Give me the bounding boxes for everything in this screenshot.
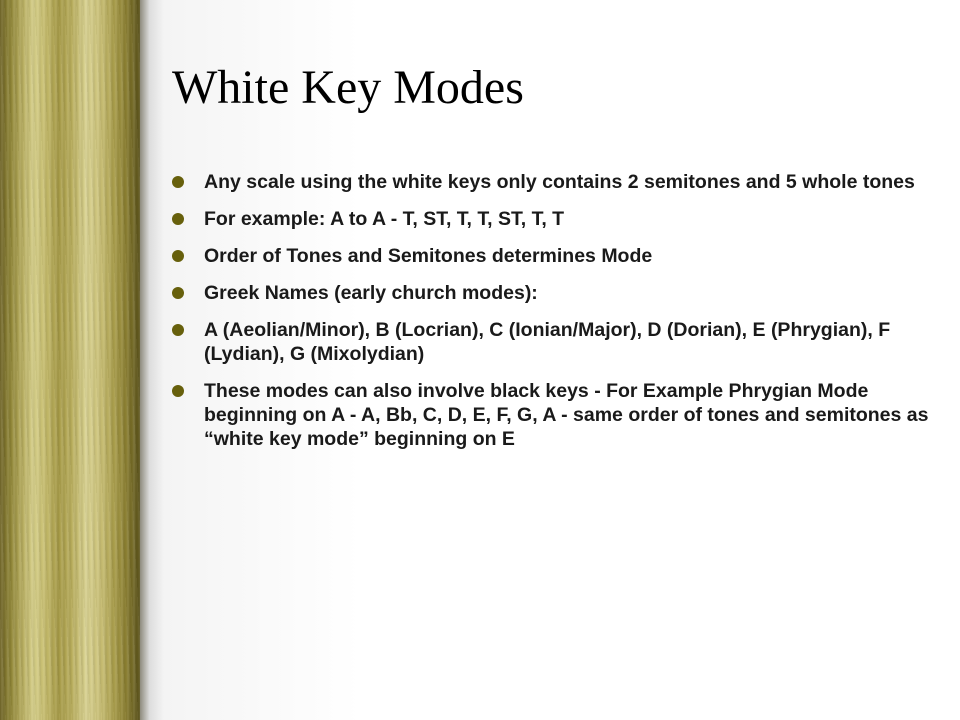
bullet-dot-icon: [172, 287, 184, 299]
bullet-dot-icon: [172, 324, 184, 336]
bullet-text: Any scale using the white keys only contains 2 semitones and 5 whole tones: [204, 171, 915, 193]
decorative-bar-shadow: [140, 0, 164, 720]
bullet-item: [170, 244, 930, 268]
bullet-dot-icon: [172, 385, 184, 397]
bullet-list: [170, 170, 930, 464]
bullet-item: [170, 281, 930, 305]
bullet-dot-icon: [172, 250, 184, 262]
bullet-item: [170, 207, 930, 231]
bullet-text: A (Aeolian/Minor), B (Locrian), C (Ionian/Major), D (Dorian), E (Phrygian), F (Lydian), G (Mixolydian): [204, 319, 891, 365]
bullet-text: Greek Names (early church modes):: [204, 282, 538, 304]
bullet-item: [170, 318, 930, 366]
bullet-item: [170, 379, 930, 451]
bullet-dot-icon: [172, 213, 184, 225]
bullet-text: These modes can also involve black keys - For Example Phrygian Mode beginning on A - A, Bb, C, D, E, F, G, A - same order of tones and semitones as “white key mode” beginning on E: [204, 380, 929, 450]
decorative-gold-bar: [0, 0, 140, 720]
bullet-item: [170, 170, 930, 194]
bullet-text: Order of Tones and Semitones determines Mode: [204, 245, 653, 267]
bullet-text: For example: A to A - T, ST, T, T, ST, T, T: [204, 208, 565, 230]
bullet-dot-icon: [172, 176, 184, 188]
slide-title: White Key Modes: [172, 61, 524, 114]
